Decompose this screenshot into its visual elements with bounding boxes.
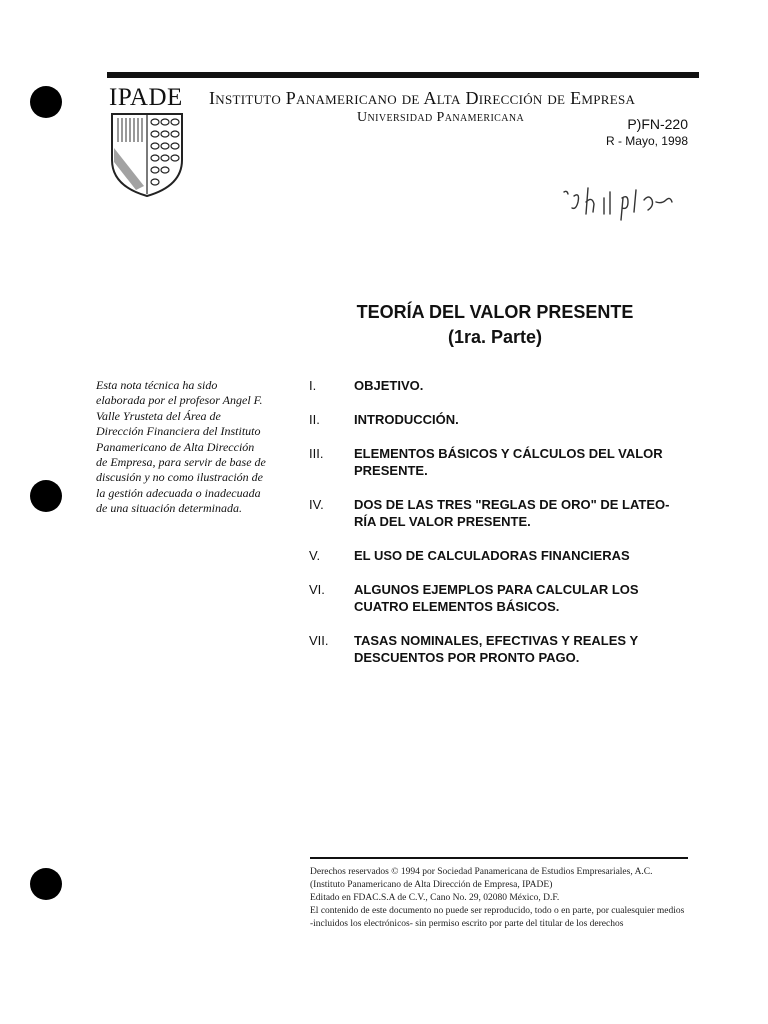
toc-text: INTRODUCCIÓN.: [354, 412, 459, 427]
authorship-note: Esta nota técnica ha sido elaborada por el profesor Angel F. Valle Yrusteta del Área de Dirección Financiera del Instituto Panamericano de Alta Dirección de Empresa, para servir de base de discusión y no como ilustración de la gestión adecuada o inadecuada de una situación determinada.: [96, 378, 266, 516]
footer-rule: [310, 857, 688, 859]
ipade-logo-text: IPADE: [109, 84, 183, 111]
toc-number: I.: [309, 378, 317, 393]
toc-text: ALGUNOS EJEMPLOS PARA CALCULAR LOS CUATRO ELEMENTOS BÁSICOS.: [354, 582, 639, 614]
toc-number: IV.: [309, 497, 324, 512]
toc-number: VI.: [309, 582, 325, 597]
toc-text: ELEMENTOS BÁSICOS Y CÁLCULOS DEL VALOR PRESENTE.: [354, 446, 663, 478]
document-title: [300, 300, 690, 350]
copyright-footer: [310, 866, 700, 931]
toc-item: [309, 377, 689, 394]
toc-text: TASAS NOMINALES, EFECTIVAS Y REALES Y DESCUENTOS POR PRONTO PAGO.: [354, 633, 638, 665]
toc-item: [309, 445, 689, 479]
toc-item: [309, 547, 689, 564]
revision-date: R - Mayo, 1998: [605, 134, 688, 148]
table-of-contents: [309, 377, 689, 683]
university-name: Universidad Panamericana: [357, 110, 525, 125]
toc-number: V.: [309, 548, 321, 563]
toc-number: II.: [309, 412, 320, 427]
toc-item: [309, 632, 689, 666]
footer-line: Derechos reservados © 1994 por Sociedad Panamericana de Estudios Empresariales, A.C.: [310, 867, 653, 877]
toc-number: VII.: [309, 633, 329, 648]
toc-text: EL USO DE CALCULADORAS FINANCIERAS: [354, 548, 630, 563]
footer-line: Editado en FDAC.S.A de C.V., Cano No. 29, 02080 México, D.F.: [310, 893, 560, 903]
footer-line: -incluidos los electrónicos- sin permiso escrito por parte del titular de los derechos: [310, 919, 624, 929]
institution-name: Instituto Panamericano de Alta Dirección de Empresa: [209, 88, 636, 108]
punch-hole-bottom: [30, 868, 62, 900]
document-code: P)FN-220: [627, 116, 688, 132]
title-main: TEORÍA DEL VALOR PRESENTE: [356, 302, 634, 322]
toc-item: [309, 496, 689, 530]
footer-line: El contenido de este documento no puede ser reproducido, todo o en parte, por cualesquier medios: [310, 906, 685, 916]
handwritten-annotation: [560, 184, 680, 229]
toc-item: [309, 581, 689, 615]
toc-item: [309, 411, 689, 428]
toc-text: DOS DE LAS TRES "REGLAS DE ORO" DE LATEO-RÍA DEL VALOR PRESENTE.: [354, 497, 670, 529]
punch-hole-top: [30, 86, 62, 118]
punch-hole-middle: [30, 480, 62, 512]
title-subtitle: (1ra. Parte): [447, 327, 543, 347]
toc-number: III.: [309, 446, 324, 461]
footer-line: (Instituto Panamericano de Alta Dirección de Empresa, IPADE): [310, 880, 553, 890]
ipade-shield-icon: [110, 112, 184, 203]
toc-text: OBJETIVO.: [354, 378, 424, 393]
header-rule: [107, 72, 699, 78]
